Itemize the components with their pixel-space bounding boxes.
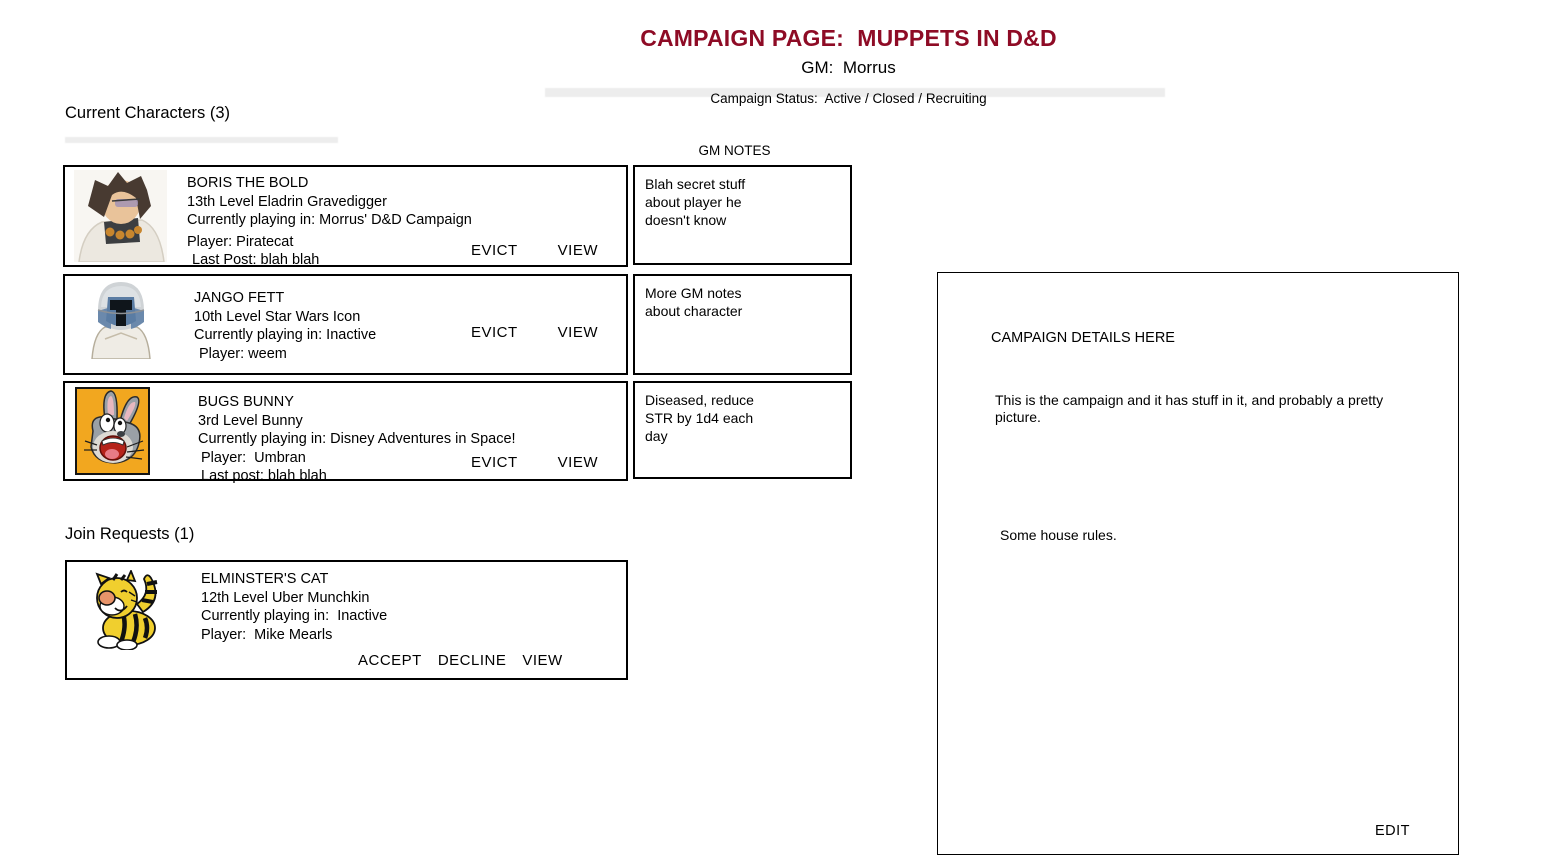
request-level: 12th Level Uber Munchkin <box>201 589 370 606</box>
campaign-details-panel <box>937 272 1459 855</box>
character-row <box>63 274 852 375</box>
character-campaign: Currently playing in: Morrus' D&D Campaign <box>187 212 472 228</box>
status-option-recruiting[interactable]: Recruiting <box>925 91 987 106</box>
character-card-bugs <box>63 381 628 484</box>
gm-note-text: Diseased, reduce STR by 1d4 each day <box>645 392 754 444</box>
campaign-status-label: Campaign Status: <box>710 91 825 106</box>
character-player: Player: Umbran <box>201 449 306 466</box>
status-option-active[interactable]: Active <box>824 91 862 106</box>
character-campaign: Currently playing in: Inactive <box>194 327 377 343</box>
request-name: ELMINSTER'S CAT <box>201 571 329 587</box>
elminsters-cat-avatar <box>87 570 165 655</box>
character-last-post: Last Post: blah blah <box>192 252 320 268</box>
boris-avatar <box>74 170 167 267</box>
character-name: BORIS THE BOLD <box>187 175 309 191</box>
view-button[interactable]: VIEW <box>557 454 598 471</box>
status-separator: / <box>861 91 873 106</box>
edit-button[interactable]: EDIT <box>1374 823 1410 839</box>
gm-note-text: More GM notes about character <box>645 285 743 319</box>
status-option-closed[interactable]: Closed <box>872 91 915 106</box>
gm-note-text: Blah secret stuff about player he doesn't know <box>645 176 746 228</box>
evict-button[interactable]: EVICT <box>470 242 518 259</box>
character-level: 13th Level Eladrin Gravedigger <box>187 193 387 210</box>
jango-avatar <box>80 277 162 364</box>
current-characters-heading: Current Characters (3) <box>65 104 231 122</box>
request-player: Player: Mike Mearls <box>201 626 333 643</box>
character-card-jango <box>63 274 628 375</box>
character-level: 3rd Level Bunny <box>198 412 303 429</box>
house-rules-text: Some house rules. <box>1000 527 1117 543</box>
evict-button[interactable]: EVICT <box>470 454 518 471</box>
gm-note-box[interactable] <box>633 381 852 479</box>
gm-note-box[interactable] <box>633 165 852 265</box>
request-campaign: Currently playing in: Inactive <box>201 608 388 624</box>
character-name: BUGS BUNNY <box>198 394 294 410</box>
gm-notes-header: GM NOTES <box>698 143 771 158</box>
join-request-card <box>65 560 628 680</box>
page-header <box>0 0 1559 106</box>
character-campaign: Currently playing in: Disney Adventures in Space! <box>198 431 516 447</box>
page-title: CAMPAIGN PAGE: MUPPETS IN D&D <box>640 25 1057 51</box>
campaign-details-title: CAMPAIGN DETAILS HERE <box>991 330 1175 346</box>
campaign-description: This is the campaign and it has stuff in it, and probably a pretty picture. <box>995 392 1384 425</box>
accept-button[interactable]: ACCEPT <box>358 652 422 669</box>
character-level: 10th Level Star Wars Icon <box>194 308 361 325</box>
status-separator: / <box>914 91 926 106</box>
gm-name: GM: Morrus <box>801 58 896 77</box>
character-last-post: Last post: blah blah <box>201 468 327 484</box>
character-player: Player: weem <box>199 345 287 362</box>
character-row <box>63 165 852 267</box>
decline-button[interactable]: DECLINE <box>437 652 507 669</box>
campaign-status-line <box>138 91 1559 106</box>
character-row <box>63 381 852 484</box>
gm-note-box[interactable] <box>633 274 852 375</box>
view-button[interactable]: VIEW <box>522 652 563 669</box>
view-button[interactable]: VIEW <box>557 242 598 259</box>
evict-button[interactable]: EVICT <box>470 324 518 341</box>
bugs-avatar <box>75 387 150 475</box>
character-player: Player: Piratecat <box>187 233 294 250</box>
erased-text-artifact <box>65 137 338 143</box>
character-card-boris <box>63 165 628 267</box>
join-requests-heading: Join Requests (1) <box>65 525 195 543</box>
character-name: JANGO FETT <box>194 290 285 306</box>
view-button[interactable]: VIEW <box>557 324 598 341</box>
